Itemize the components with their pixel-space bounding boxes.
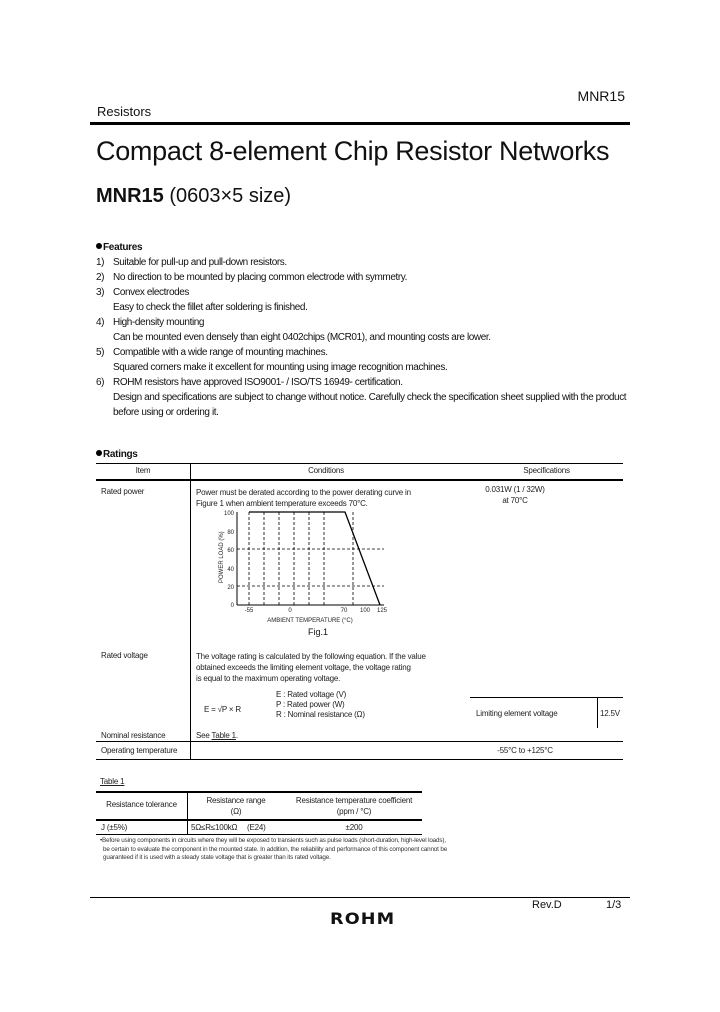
page-title: Compact 8-element Chip Resistor Networks xyxy=(96,136,610,166)
item-nominal-resistance: Nominal resistance xyxy=(101,731,166,740)
feature-detail: Can be mounted even densely than eight 0402chips (MCR01), and mounting costs are lower. xyxy=(113,332,491,343)
table1-header-rule xyxy=(96,819,422,821)
limiting-voltage-value: 12.5V xyxy=(600,709,620,718)
page-number: 1/3 xyxy=(606,899,622,911)
rated-power-spec: 0.031W (1 / 32W) at 70°C xyxy=(485,485,545,505)
svg-text:100: 100 xyxy=(359,608,371,614)
t1-col-range: Resistance range (Ω) xyxy=(206,796,266,816)
feature-item: 3) Convex electrodes xyxy=(96,287,190,298)
features-heading: Features xyxy=(96,240,636,255)
feature-item: 6) ROHM resistors have approved ISO9001- / ISO/TS 16949- certification. xyxy=(96,377,403,388)
item-operating-temperature: Operating temperature xyxy=(101,746,178,755)
limiting-voltage-label: Limiting element voltage xyxy=(476,709,558,718)
col-header-conditions: Conditions xyxy=(308,466,344,475)
feature-item: 4) High-density mounting xyxy=(96,317,205,328)
svg-text:-55: -55 xyxy=(244,608,254,614)
rated-power-conditions: Power must be derated according to the power derating curve in Figure 1 when ambient temperature exceeds 70°C. xyxy=(196,488,411,508)
item-rated-voltage: Rated voltage xyxy=(101,651,148,660)
equation-legend: E : Rated voltage (V) P : Rated power (W) R : Nominal resistance (Ω) xyxy=(276,690,365,719)
svg-text:100: 100 xyxy=(223,511,234,517)
t1-col-tcr: Resistance temperature coefficient (ppm / °C) xyxy=(295,796,413,816)
t1-cell-range: 5Ω≤R≤100kΩ xyxy=(191,823,238,832)
limiting-box-divider xyxy=(597,697,598,728)
svg-text:20: 20 xyxy=(227,585,234,591)
bullet-icon xyxy=(96,450,102,456)
feature-detail: Design and specifications are subject to change without notice. Carefully check the specification sheet supplied with the product before using or ordering it. xyxy=(113,392,627,418)
table1-title: Table 1 xyxy=(100,777,125,786)
svg-text:60: 60 xyxy=(227,548,234,554)
power-derating-chart xyxy=(212,505,402,645)
svg-text:0: 0 xyxy=(230,603,234,609)
feature-item: 5) Compatible with a wide range of mounting machines. xyxy=(96,347,328,358)
voltage-equation: E = √P × R xyxy=(204,705,241,714)
bullet-icon xyxy=(96,243,102,249)
feature-detail: Easy to check the fillet after soldering is finished. xyxy=(113,302,308,313)
svg-text:POWER LOAD (%): POWER LOAD (%) xyxy=(219,531,225,583)
table-col-divider xyxy=(190,463,191,760)
table1-note: •Before using components in circuits where they will be exposed to transients such as pulse loads (short-duration, high-level loads), be certain to evaluate the component in the mounted state. In addition, the reliability and performance of this component cannot be guaranteed if it is used with a steady state voltage that is greater than its rated voltage. xyxy=(100,837,448,861)
part-number-header: MNR15 xyxy=(577,88,625,104)
table-bottom-rule xyxy=(96,759,623,760)
features-section xyxy=(96,240,636,420)
rohm-logo: ROHM xyxy=(330,909,396,928)
limiting-box-rule xyxy=(470,697,623,698)
table-top-rule xyxy=(96,463,623,464)
t1-cell-series: (E24) xyxy=(247,823,266,832)
svg-text:40: 40 xyxy=(227,567,234,573)
svg-text:AMBIENT TEMPERATURE (°C): AMBIENT TEMPERATURE (°C) xyxy=(267,618,353,624)
category-label: Resistors xyxy=(97,104,152,119)
feature-item: 1) Suitable for pull-up and pull-down resistors. xyxy=(96,257,287,268)
col-header-specifications: Specifications xyxy=(523,466,570,475)
svg-text:70: 70 xyxy=(340,608,348,614)
nominal-resistance-condition: See Table 1. xyxy=(196,731,238,740)
header-rule xyxy=(90,122,630,125)
table-header-rule xyxy=(96,479,623,481)
table1-top-rule xyxy=(96,791,422,793)
table-row-rule xyxy=(96,741,623,742)
page-subtitle xyxy=(96,185,291,208)
footer-rule xyxy=(90,897,630,898)
svg-text:80: 80 xyxy=(227,530,234,536)
table1-bottom-rule xyxy=(96,834,422,835)
svg-text:0: 0 xyxy=(288,608,292,614)
t1-cell-tcr: ±200 xyxy=(345,823,363,832)
table1-link[interactable]: Table 1 xyxy=(211,731,236,740)
ratings-heading: Ratings xyxy=(96,449,138,460)
item-rated-power: Rated power xyxy=(101,487,145,496)
revision: Rev.D xyxy=(532,899,562,911)
feature-item: 2) No direction to be mounted by placing common electrode with symmetry. xyxy=(96,272,408,283)
subtitle-part: MNR15 xyxy=(96,185,164,207)
col-header-item: Item xyxy=(135,466,151,475)
t1-col-tolerance: Resistance tolerance xyxy=(106,800,177,809)
svg-text:125: 125 xyxy=(376,608,388,614)
subtitle-size: (0603×5 size) xyxy=(163,185,292,207)
feature-detail: Squared corners make it excellent for mounting using image recognition machines. xyxy=(113,362,448,373)
svg-text:Fig.1: Fig.1 xyxy=(307,627,329,637)
operating-temperature-spec: -55°C to +125°C xyxy=(497,746,553,755)
rated-voltage-conditions: The voltage rating is calculated by the following equation. If the value obtained exceeds the limiting element voltage, the voltage rating is equal to the maximum operating voltage. xyxy=(196,652,426,683)
t1-cell-tolerance: J (±5%) xyxy=(101,823,128,832)
